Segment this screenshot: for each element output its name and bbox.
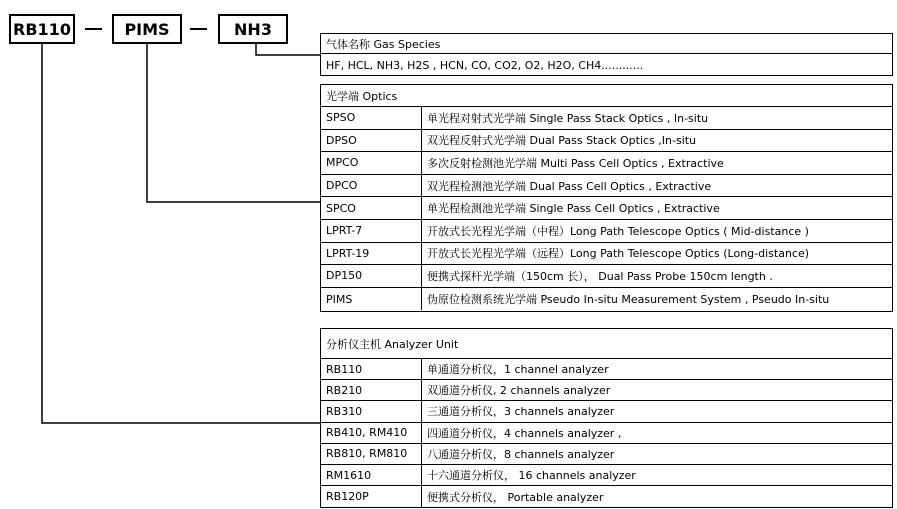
optics-row xyxy=(321,265,892,288)
optics-row xyxy=(321,107,892,130)
analyzer-description: 双通道分析仪, 2 channels analyzer xyxy=(427,384,611,398)
analyzer-row xyxy=(321,465,892,486)
optics-code: SPCO xyxy=(321,197,422,219)
optics-description: 开放式长光程光学端（中程）Long Path Telescope Optics ( Mid-distance ) xyxy=(427,224,809,238)
optics-code: PIMS xyxy=(321,288,422,311)
analyzer-row xyxy=(321,423,892,444)
optics-row xyxy=(321,175,892,198)
analyzer-row xyxy=(321,359,892,380)
optics-code: MPCO xyxy=(321,152,422,174)
optics-description: 多次反射检测池光学端 Multi Pass Cell Optics , Extractive xyxy=(427,156,724,170)
analyzer-code: RB120P xyxy=(321,486,422,507)
optics-row xyxy=(321,152,892,175)
analyzer-description: 八通道分析仪，8 channels analyzer xyxy=(427,447,615,461)
optics-description: 单光程检测池光学端 Single Pass Cell Optics , Extractive xyxy=(427,202,720,216)
gas-species-list: HF, HCL, NH3, H2S , HCN, CO, CO2, O2, H2O, CH4............ xyxy=(326,58,644,72)
optics-header: 光学端 Optics xyxy=(321,85,892,107)
analyzer-row xyxy=(321,401,892,422)
analyzer-code: RB210 xyxy=(321,380,422,400)
optics-description: 单光程对射式光学端 Single Pass Stack Optics , In-situ xyxy=(427,111,709,125)
optics-code: LPRT-7 xyxy=(321,220,422,242)
optics-description: 伪原位检测系统光学端 Pseudo In-situ Measurement System , Pseudo In-situ xyxy=(427,293,830,307)
analyzer-code: RB310 xyxy=(321,401,422,421)
code-box-optics: PIMS xyxy=(112,14,182,44)
optics-description: 双光程检测池光学端 Dual Pass Cell Optics , Extractive xyxy=(427,179,712,193)
optics-row xyxy=(321,197,892,220)
analyzer-description: 四通道分析仪，4 channels analyzer , xyxy=(427,426,622,440)
optics-row xyxy=(321,288,892,311)
optics-row xyxy=(321,220,892,243)
optics-code: DPCO xyxy=(321,175,422,197)
optics-code: SPSO xyxy=(321,107,422,129)
gas-species-header: 气体名称 Gas Species xyxy=(321,34,892,54)
code-box-gas: NH3 xyxy=(218,14,288,44)
optics-row xyxy=(321,130,892,153)
optics-description: 便携式探杆光学端（150cm 长）， Dual Pass Probe 150cm length . xyxy=(427,269,773,283)
analyzer-description: 十六通道分析仪， 16 channels analyzer xyxy=(427,469,636,483)
analyzer-description: 便携式分析仪， Portable analyzer xyxy=(427,490,604,504)
optics-row xyxy=(321,243,892,266)
analyzer-row xyxy=(321,444,892,465)
connector-analyzer xyxy=(42,44,320,423)
gas-species-panel xyxy=(320,33,893,76)
analyzer-row xyxy=(321,486,892,507)
connector-gas xyxy=(256,44,320,55)
analyzer-code: RB410, RM410 xyxy=(321,423,422,443)
analyzer-code: RB810, RM810 xyxy=(321,444,422,464)
analyzer-description: 单通道分析仪，1 channel analyzer xyxy=(427,363,609,377)
optics-description: 开放式长光程光学端（远程）Long Path Telescope Optics (Long-distance) xyxy=(427,247,810,261)
analyzer-row xyxy=(321,380,892,401)
optics-code: DPSO xyxy=(321,130,422,152)
optics-description: 双光程反射式光学端 Dual Pass Stack Optics ,In-situ xyxy=(427,134,697,148)
analyzer-code: RB110 xyxy=(321,359,422,379)
optics-panel xyxy=(320,84,893,312)
optics-code: LPRT-19 xyxy=(321,243,422,265)
analyzer-header: 分析仪主机 Analyzer Unit xyxy=(321,329,892,359)
optics-code: DP150 xyxy=(321,265,422,287)
connector-optics xyxy=(147,44,320,202)
analyzer-code: RM1610 xyxy=(321,465,422,485)
analyzer-description: 三通道分析仪，3 channels analyzer xyxy=(427,405,615,419)
analyzer-panel xyxy=(320,328,893,508)
code-box-analyzer: RB110 xyxy=(9,14,75,44)
